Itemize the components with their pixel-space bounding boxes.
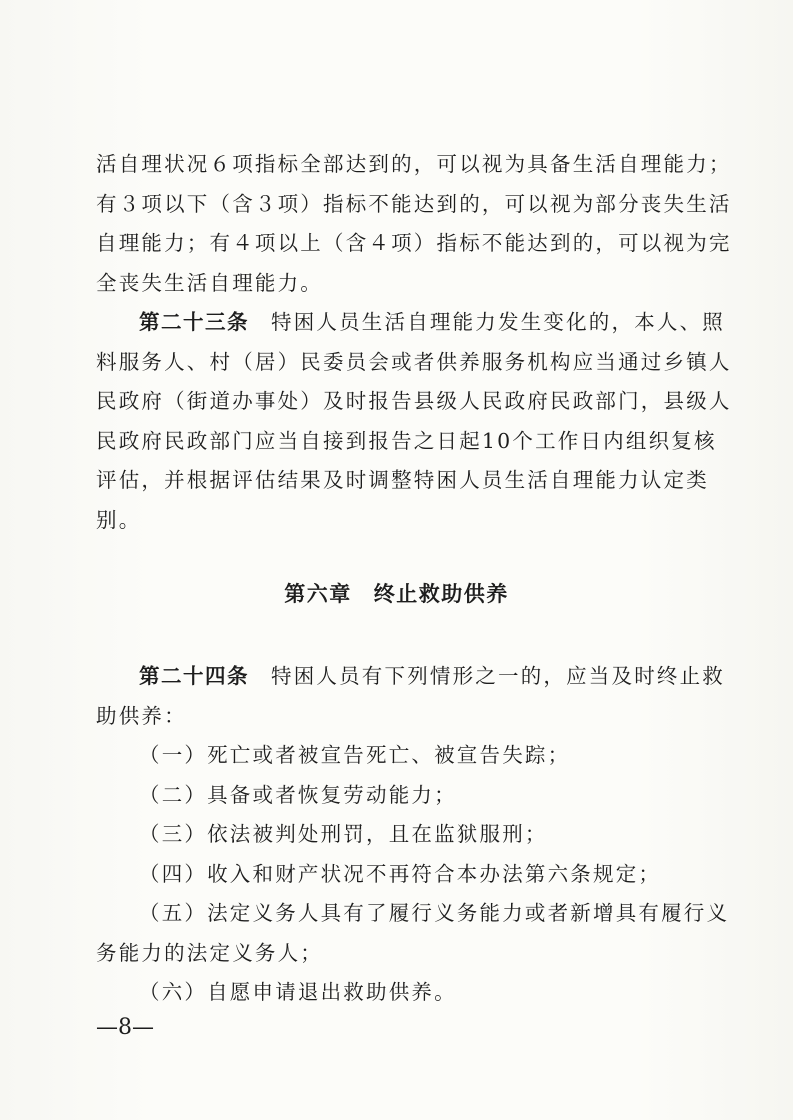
text-line: 料服务人、村（居）民委员会或者供养服务机构应当通过乡镇人	[96, 349, 732, 374]
text-line: 民政府（街道办事处）及时报告县级人民政府民政部门，县级人	[96, 389, 732, 413]
text-line: 评估，并根据评估结果及时调整特困人员生活自理能力认定类	[96, 468, 709, 492]
chapter-title	[0, 578, 793, 608]
list-item: （六）自愿申请退出救助供养。	[139, 980, 457, 1004]
text-line: 助供养：	[96, 703, 187, 728]
list-item: （四）收入和财产状况不再符合本办法第六条规定；	[139, 861, 662, 886]
text-line: 有３项以下（含３项）指标不能达到的，可以视为部分丧失生活	[96, 191, 732, 216]
text-line: 民政府民政部门应当自接到报告之日起10个工作日内组织复核	[96, 428, 717, 453]
article-23-first-line	[96, 303, 725, 343]
list-item-continuation: 务能力的法定义务人；	[96, 940, 323, 965]
chapter-number: 第六章	[284, 582, 352, 606]
list-item: （一）死亡或者被宣告死亡、被宣告失踪；	[139, 743, 571, 767]
article-24	[96, 657, 730, 1013]
article-23-first-line-text: 特困人员生活自理能力发生变化的，本人、照	[271, 310, 725, 334]
article-24-first-line-text: 特困人员有下列情形之一的，应当及时终止救	[271, 664, 725, 688]
article-23	[96, 303, 732, 540]
text-line: 全丧失生活自理能力。	[96, 270, 323, 295]
list-item: （五）法定义务人具有了履行义务能力或者新增具有履行义	[139, 901, 730, 925]
text-line: 活自理状况６项指标全部达到的，可以视为具备生活自理能力；	[96, 152, 732, 176]
text-line: 别。	[96, 507, 142, 532]
article-23-title: 第二十三条	[139, 310, 249, 334]
article-24-title: 第二十四条	[139, 664, 249, 688]
chapter-name: 终止救助供养	[373, 582, 509, 606]
page-number: —8—	[96, 1015, 154, 1040]
article-24-first-line	[96, 657, 725, 697]
list-item: （二）具备或者恢复劳动能力；	[139, 782, 457, 807]
text-line: 自理能力；有４项以上（含４项）指标不能达到的，可以视为完	[96, 231, 732, 255]
list-item: （三）依法被判处刑罚，且在监狱服刑；	[139, 822, 548, 846]
continuation-paragraph	[96, 145, 732, 303]
